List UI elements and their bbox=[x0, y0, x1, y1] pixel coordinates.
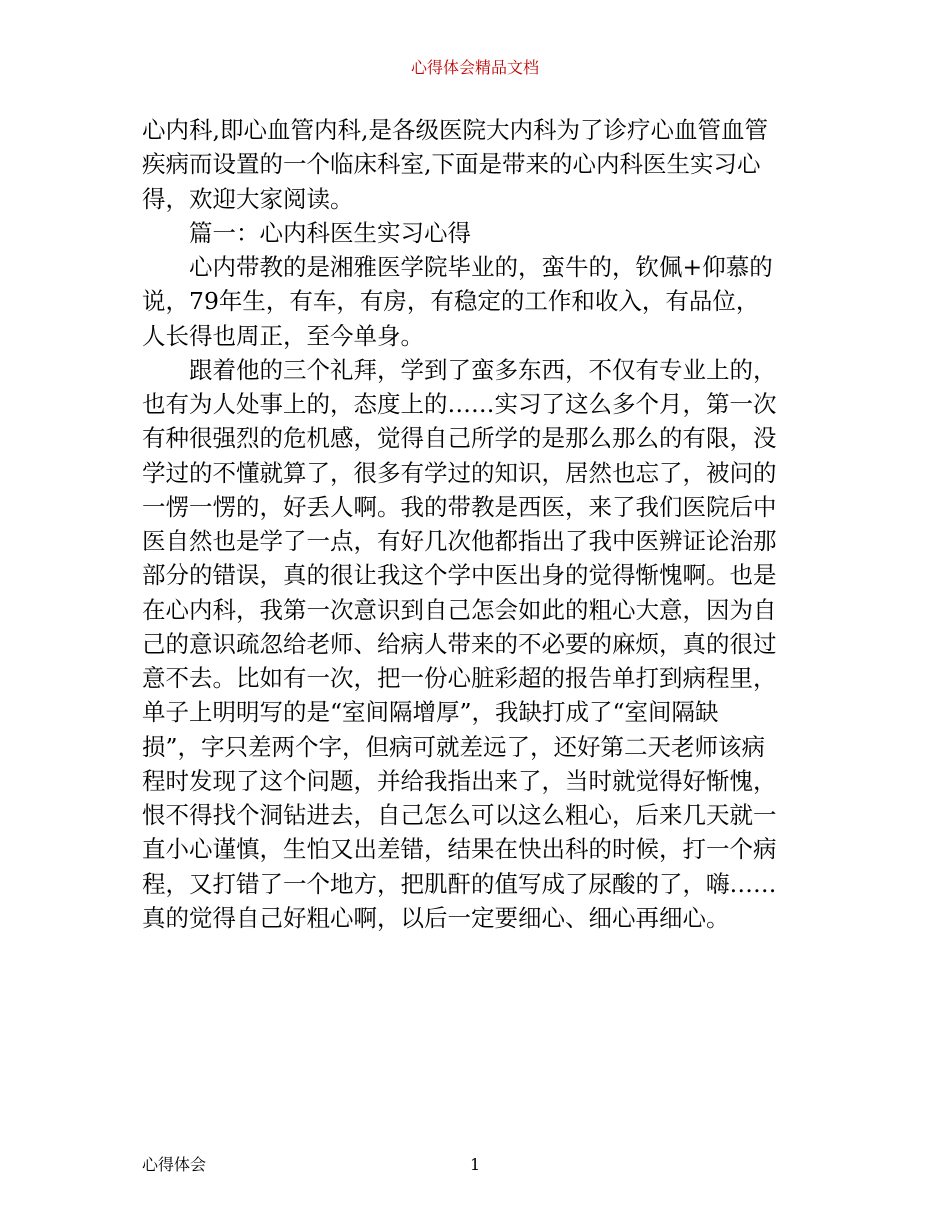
text-line: 也有为人处事上的，态度上的……实习了这么多个月，第一次 bbox=[142, 390, 777, 418]
footer-label: 心得体会 bbox=[142, 1155, 207, 1174]
text-line: 篇一：心内科医生实习心得 bbox=[189, 218, 471, 247]
text-line: 单子上明明写的是“室间隔增厚”，我缺打成了“室间隔缺 bbox=[142, 698, 719, 727]
text-line: 意不去。比如有一次，把一份心脏彩超的报告单打到病程里， bbox=[142, 664, 777, 692]
text-line: 直小心谨慎，生怕又出差错，结果在快出科的时候，打一个病 bbox=[142, 835, 777, 864]
text-line: 真的觉得自己好粗心啊，以后一定要细心、细心再细心。 bbox=[142, 903, 730, 932]
text-line: 学过的不懂就算了，很多有学过的知识，居然也忘了，被问的 bbox=[142, 458, 777, 487]
text-line: 程时发现了这个问题，并给我指出来了，当时就觉得好惭愧， bbox=[142, 766, 777, 795]
text-line: 恨不得找个洞钻进去，自己怎么可以这么粗心，后来几天就一 bbox=[142, 801, 777, 829]
text-line: 一愣一愣的，好丢人啊。我的带教是西医，来了我们医院后中 bbox=[142, 492, 777, 521]
text-line: 程，又打错了一个地方，把肌酐的值写成了尿酸的了，嗨…… bbox=[142, 869, 777, 898]
text-line: 跟着他的三个礼拜，学到了蛮多东西，不仅有专业上的， bbox=[189, 355, 777, 384]
text-line: 有种很强烈的危机感，觉得自己所学的是那么那么的有限，没 bbox=[142, 424, 777, 453]
text-line: 在心内科，我第一次意识到自己怎会如此的粗心大意，因为自 bbox=[142, 595, 777, 624]
text-line: 医自然也是学了一点，有好几次他都指出了我中医辨证论治那 bbox=[142, 527, 777, 555]
text-line: 损”，字只差两个字，但病可就差远了，还好第二天老师该病 bbox=[142, 732, 766, 761]
text-line: 疾病而设置的一个临床科室,下面是带来的心内科医生实习心 bbox=[142, 150, 761, 179]
text-line: 得，欢迎大家阅读。 bbox=[142, 184, 354, 213]
document-header-title: 心得体会精品文档 bbox=[410, 58, 539, 77]
text-line: 人长得也周正，至今单身。 bbox=[142, 321, 424, 350]
text-line: 心内带教的是湘雅医学院毕业的，蛮牛的，钦佩+仰慕的 bbox=[189, 253, 773, 281]
document-body bbox=[142, 113, 814, 935]
text-line: 部分的错误，真的很让我这个学中医出身的觉得惭愧啊。也是 bbox=[142, 561, 777, 590]
text-line: 己的意识疏忽给老师、给病人带来的不必要的麻烦，真的很过 bbox=[142, 629, 777, 658]
text-line: 心内科,即心血管内科,是各级医院大内科为了诊疗心血管血管 bbox=[142, 116, 768, 144]
text-line: 说，79年生，有车，有房，有稳定的工作和收入，有品位， bbox=[142, 287, 760, 316]
page-number: 1 bbox=[470, 1155, 481, 1174]
